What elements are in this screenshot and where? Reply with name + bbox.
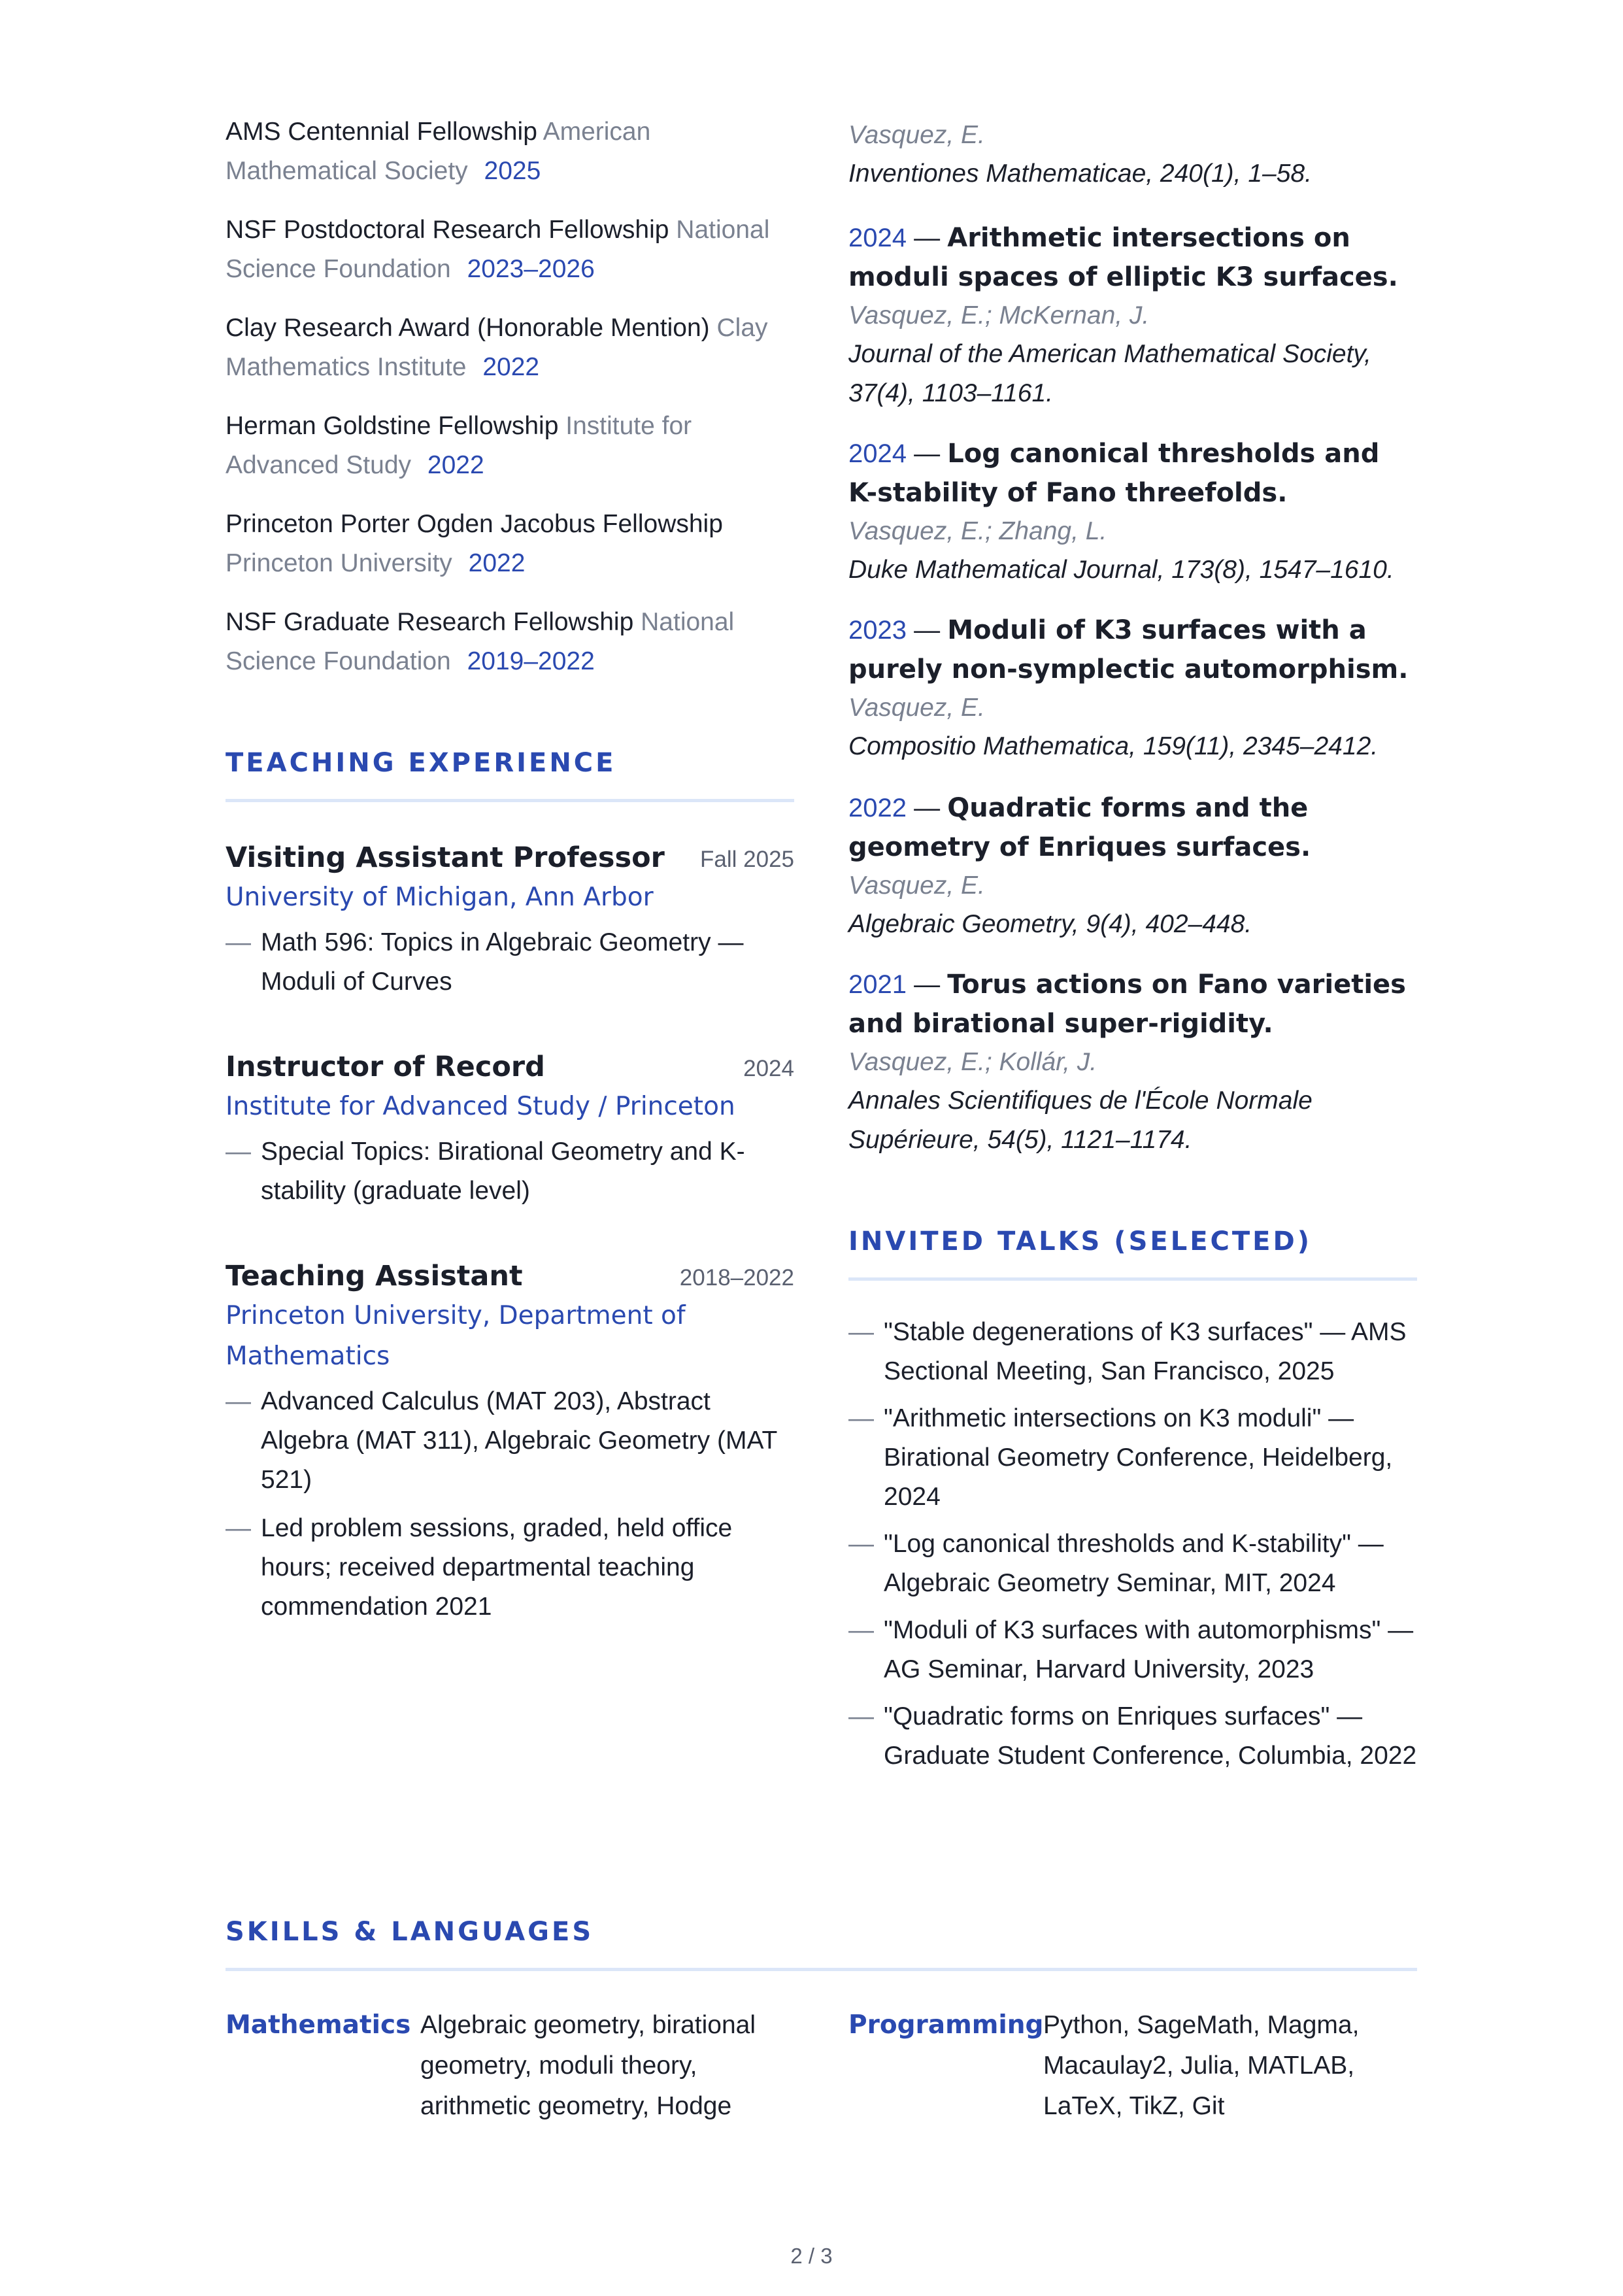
pub-title: Quadratic forms and the geometry of Enriques surfaces. <box>848 793 1311 862</box>
award-title: AMS Centennial Fellowship <box>226 118 537 146</box>
award-year: 2022 <box>468 549 526 577</box>
publication-item: 2024 — Log canonical thresholds and K-stability of Fano threefolds. Vasquez, E.; Zhang, L. Duke Mathematical Journal, 173(8), 1547–1610. <box>848 434 1417 590</box>
pub-venue: Compositio Mathematica, 159(11), 2345–2412. <box>848 732 1379 760</box>
page-number: 2 / 3 <box>790 2244 833 2268</box>
job-title: Instructor of Record <box>226 1051 545 1083</box>
talks-section-header <box>848 1224 1417 1259</box>
job-institution: University of Michigan, Ann Arbor <box>226 883 654 912</box>
pub-year: 2024 <box>848 224 907 252</box>
pub-year: 2021 <box>848 970 907 999</box>
section-divider <box>226 1968 1417 1971</box>
pub-venue: Inventiones Mathematicae, 240(1), 1–58. <box>848 160 1312 188</box>
pub-venue: Annales Scientifiques de l'École Normale Supérieure, 54(5), 1121–1174. <box>848 1087 1313 1154</box>
award-title: Princeton Porter Ogden Jacobus Fellowship <box>226 510 723 538</box>
section-title: SKILLS & LANGUAGES <box>226 1917 594 1947</box>
job-title: Teaching Assistant <box>226 1260 523 1292</box>
job-title: Visiting Assistant Professor <box>226 841 665 874</box>
skill-row-programming <box>848 2005 1417 2136</box>
teaching-job <box>226 838 794 1011</box>
skill-value: Algebraic geometry, birational geometry, moduli theory, arithmetic geometry, Hodge <box>420 2011 756 2120</box>
award-item <box>226 603 794 681</box>
pub-authors: Vasquez, E. <box>848 121 985 149</box>
pub-authors: Vasquez, E.; Zhang, L. <box>848 517 1107 545</box>
award-year: 2019–2022 <box>467 647 595 675</box>
skill-label: Programming <box>848 2010 1044 2040</box>
list-item: — Advanced Calculus (MAT 203), Abstract Algebra (MAT 311), Algebraic Geometry (MAT 521) <box>226 1382 794 1500</box>
publication-item: 2023 — Moduli of K3 surfaces with a purely non-symplectic automorphism. Vasquez, E. Compositio Mathematica, 159(11), 2345–2412. <box>848 611 1417 766</box>
section-divider <box>848 1277 1417 1281</box>
award-title: Herman Goldstine Fellowship <box>226 412 559 440</box>
job-institution: Princeton University, Department of Mathematics <box>226 1301 686 1371</box>
award-item <box>226 505 794 583</box>
award-org: Institute for Advanced Study <box>226 412 692 479</box>
pub-year: 2023 <box>848 616 907 645</box>
skill-value: Python, SageMath, Magma, Macaulay2, Julia, MATLAB, LaTeX, TikZ, Git <box>1043 2011 1360 2120</box>
job-date: 2024 <box>743 1056 794 1081</box>
pub-venue: Algebraic Geometry, 9(4), 402–448. <box>848 910 1252 938</box>
list-item: — Special Topics: Birational Geometry and K-stability (graduate level) <box>226 1132 794 1211</box>
list-item: — "Stable degenerations of K3 surfaces" — AMS Sectional Meeting, San Francisco, 2025 <box>848 1313 1417 1391</box>
pub-venue: Duke Mathematical Journal, 173(8), 1547–1610. <box>848 556 1394 584</box>
award-item <box>226 112 794 191</box>
bullet-dash: — <box>226 1387 251 1415</box>
pub-venue: Journal of the American Mathematical Society, 37(4), 1103–1161. <box>848 340 1371 407</box>
section-divider <box>226 799 794 802</box>
award-title: NSF Graduate Research Fellowship <box>226 608 634 636</box>
talks-list <box>848 1313 1417 1783</box>
teaching-job <box>226 1257 794 1636</box>
publication-continued <box>848 116 1417 194</box>
publication-item: 2021 — Torus actions on Fano varieties and birational super-rigidity. Vasquez, E.; Kollár, J. Annales Scientifiques de l'École Normale Supérieure, 54(5), 1121–1174. <box>848 965 1417 1160</box>
pub-authors: Vasquez, E. <box>848 694 985 722</box>
teaching-section-header <box>226 745 794 781</box>
bullet-dash: — <box>848 1318 874 1346</box>
bullet-dash: — <box>848 1530 874 1558</box>
pub-title: Log canonical thresholds and K-stability of Fano threefolds. <box>848 439 1380 508</box>
pub-authors: Vasquez, E.; Kollár, J. <box>848 1048 1097 1076</box>
award-year: 2023–2026 <box>467 255 595 283</box>
award-title: NSF Postdoctoral Research Fellowship <box>226 216 669 244</box>
pub-title: Torus actions on Fano varieties and birational super-rigidity. <box>848 970 1406 1039</box>
list-item: — Led problem sessions, graded, held office hours; received departmental teaching commendation 2021 <box>226 1509 794 1627</box>
pub-year: 2024 <box>848 439 907 468</box>
pub-title: Moduli of K3 surfaces with a purely non-symplectic automorphism. <box>848 615 1409 684</box>
section-title: TEACHING EXPERIENCE <box>226 748 616 778</box>
list-item: — "Log canonical thresholds and K-stability" — Algebraic Geometry Seminar, MIT, 2024 <box>848 1525 1417 1603</box>
job-date: 2018–2022 <box>679 1265 794 1291</box>
section-title: INVITED TALKS (SELECTED) <box>848 1226 1312 1257</box>
publication-item: 2024 — Arithmetic intersections on moduli spaces of elliptic K3 surfaces. Vasquez, E.; McKernan, J. Journal of the American Mathematical Society, 37(4), 1103–1161. <box>848 218 1417 413</box>
award-org: National Science Foundation <box>226 608 735 675</box>
teaching-job <box>226 1047 794 1220</box>
bullet-dash: — <box>848 1702 874 1730</box>
award-org: Clay Mathematics Institute <box>226 314 768 381</box>
list-item: — Math 596: Topics in Algebraic Geometry — Moduli of Curves <box>226 923 794 1002</box>
award-year: 2022 <box>427 451 484 479</box>
list-item: — "Arithmetic intersections on K3 moduli" — Birational Geometry Conference, Heidelberg, 2024 <box>848 1399 1417 1517</box>
publication-item: 2022 — Quadratic forms and the geometry of Enriques surfaces. Vasquez, E. Algebraic Geometry, 9(4), 402–448. <box>848 788 1417 944</box>
award-org: National Science Foundation <box>226 216 770 283</box>
pub-year: 2022 <box>848 794 907 822</box>
skill-row-mathematics <box>226 2005 794 2136</box>
bullet-dash: — <box>848 1404 874 1432</box>
job-institution: Institute for Advanced Study / Princeton <box>226 1092 735 1121</box>
bullet-dash: — <box>226 1138 251 1166</box>
pub-authors: Vasquez, E. <box>848 871 985 900</box>
list-item: — "Quadratic forms on Enriques surfaces" — Graduate Student Conference, Columbia, 2022 <box>848 1697 1417 1776</box>
bullet-dash: — <box>226 1514 251 1542</box>
bullet-dash: — <box>848 1616 874 1644</box>
list-item: — "Moduli of K3 surfaces with automorphisms" — AG Seminar, Harvard University, 2023 <box>848 1611 1417 1689</box>
job-date: Fall 2025 <box>700 847 794 872</box>
bullet-dash: — <box>226 928 251 956</box>
award-org: Princeton University <box>226 549 452 577</box>
award-title: Clay Research Award (Honorable Mention) <box>226 314 710 342</box>
skills-section-header <box>226 1914 1417 1950</box>
pub-title: Arithmetic intersections on moduli spaces of elliptic K3 surfaces. <box>848 223 1398 292</box>
skill-label: Mathematics <box>226 2010 411 2040</box>
award-item <box>226 211 794 289</box>
award-year: 2022 <box>482 353 540 381</box>
award-org: American Mathematical Society <box>226 118 651 185</box>
award-year: 2025 <box>484 157 541 185</box>
award-item <box>226 407 794 485</box>
pub-authors: Vasquez, E.; McKernan, J. <box>848 301 1150 329</box>
award-item <box>226 309 794 387</box>
